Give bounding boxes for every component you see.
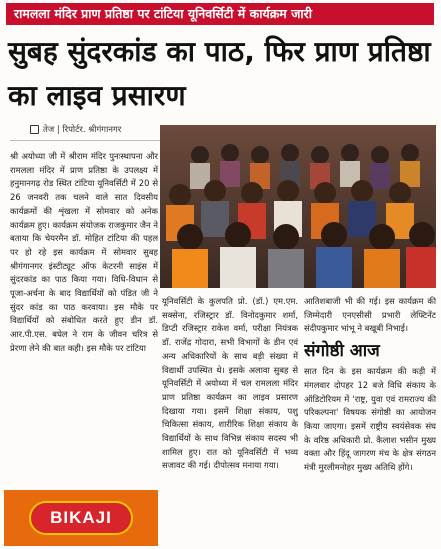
advertisement[interactable] <box>4 490 158 546</box>
news-photo <box>160 125 436 288</box>
subheading: संगोष्ठी आज <box>304 341 380 362</box>
audience-photo-illustration <box>160 125 436 288</box>
article-column-3-body: सात दिन के इस कार्यक्रम की कड़ी में मंगलवार दोपहर 12 बजे विधि संकाय के ऑडिटोरियम में 'राष्ट्र, युवा एवं रामराज्य की परिकल्पना' विषयक संगोष्ठी का आयोजन किया जाएगा। इसमें राष्ट्रीय स्वयंसेवक संघ के वरिष्ठ अधिकारी प्रो. कैलाश भसीन मुख्य वक्ता और हिंदू जागरण मंच के क्षेत्र संगठन मंत्री मुरलीमनोहर मुख्य अतिथि होंगे। <box>304 366 436 473</box>
article-column-2: यूनिवर्सिटी के कुलपति प्रो. (डॉ.) एम.एम. सक्सेना, रजिस्ट्रार डॉ. विनोदकुमार शर्मा, डिप्टी रजिस्ट्रार राकेश वर्मा, परीक्षा नियंत्रक डॉ. राजेंद्र गोदारा, सभी विभागों के डीन एवं अन्य अधिकारियों के साथ बड़ी संख्या में विद्यार्थी उपस्थित थे। इसके अलावा सुबह से यूनिवर्सिटी में अयोध्या में चल रामलला मंदिर प्राण प्रतिष्ठा कार्यक्रम का लाइव प्रसारण दिखाया गया। इसमें शिक्षा संकाय, पशु चिकित्सा संकाय, शारीरिक शिक्षा संकाय के विद्यार्थियों के साथ विभिन्न संकाय सदस्य भी शामिल हुए। रात को यूनिवर्सिटी में भव्य सजावट की गई। दीपोत्सव मनाया गया। <box>162 296 298 471</box>
ad-logo: BIKAJI <box>29 501 133 535</box>
article-column-1: श्री अयोध्या जी में श्रीराम मंदिर पुनःस्थापना और रामलला मंदिर में प्राण प्रतिष्ठा के उपलक्ष्य में हनुमानगढ़ रोड स्थित टांटिया यूनिवर्सिटी में 20 से 26 जनवरी तक चलने वाले सात दिवसीय कार्यक्रमों की शृंखला में सोमवार को अनेक कार्यक्रम हुए। कार्यक्रम संयोजक राजकुमार जैन ने बताया कि चेयरमैन डॉ. मोहित टांटिया की पहल पर हो रहे इस कार्यक्रम में सोमवार सुबह श्रीगंगानगर इंस्टीट्यूट ऑफ केटरनी साइंस में सुंदरकांड का पाठ किया गया। विधि-विधान से पूजा-अर्चना के बाद विद्यार्थियों को पंडित जी ने सुंदर कांड का पाठ करवाया। इस मौके पर विद्यार्थियों को संबोधित करते हुए डीन डॉ. आर.पी.एस. बघेल ने राम के जीवन चरित्र से प्रेरणा लेने की बात कही। इस मौके पर टांटिया <box>10 151 158 353</box>
headline: सुबह सुंदरकांड का पाठ, फिर प्राण प्रतिष्ठा का लाइव प्रसारण <box>8 35 431 112</box>
article-column-3-intro: आतिशबाजी भी की गई। इस कार्यक्रम की जिम्मेदारी एनएसीसी प्रभारी लेफ्टिनेंट संदीपकुमार भांभू ने बखूबी निभाई। <box>304 296 436 334</box>
article-column-3 <box>304 295 436 545</box>
byline-text: तेज | रिपोर्टर. श्रीगंगानगर <box>43 125 122 135</box>
calendar-icon <box>30 125 39 134</box>
byline <box>30 124 121 135</box>
kicker-banner: रामलला मंदिर प्राण प्रतिष्ठा पर टांटिया यूनिवर्सिटी में कार्यक्रम जारी <box>6 3 434 25</box>
